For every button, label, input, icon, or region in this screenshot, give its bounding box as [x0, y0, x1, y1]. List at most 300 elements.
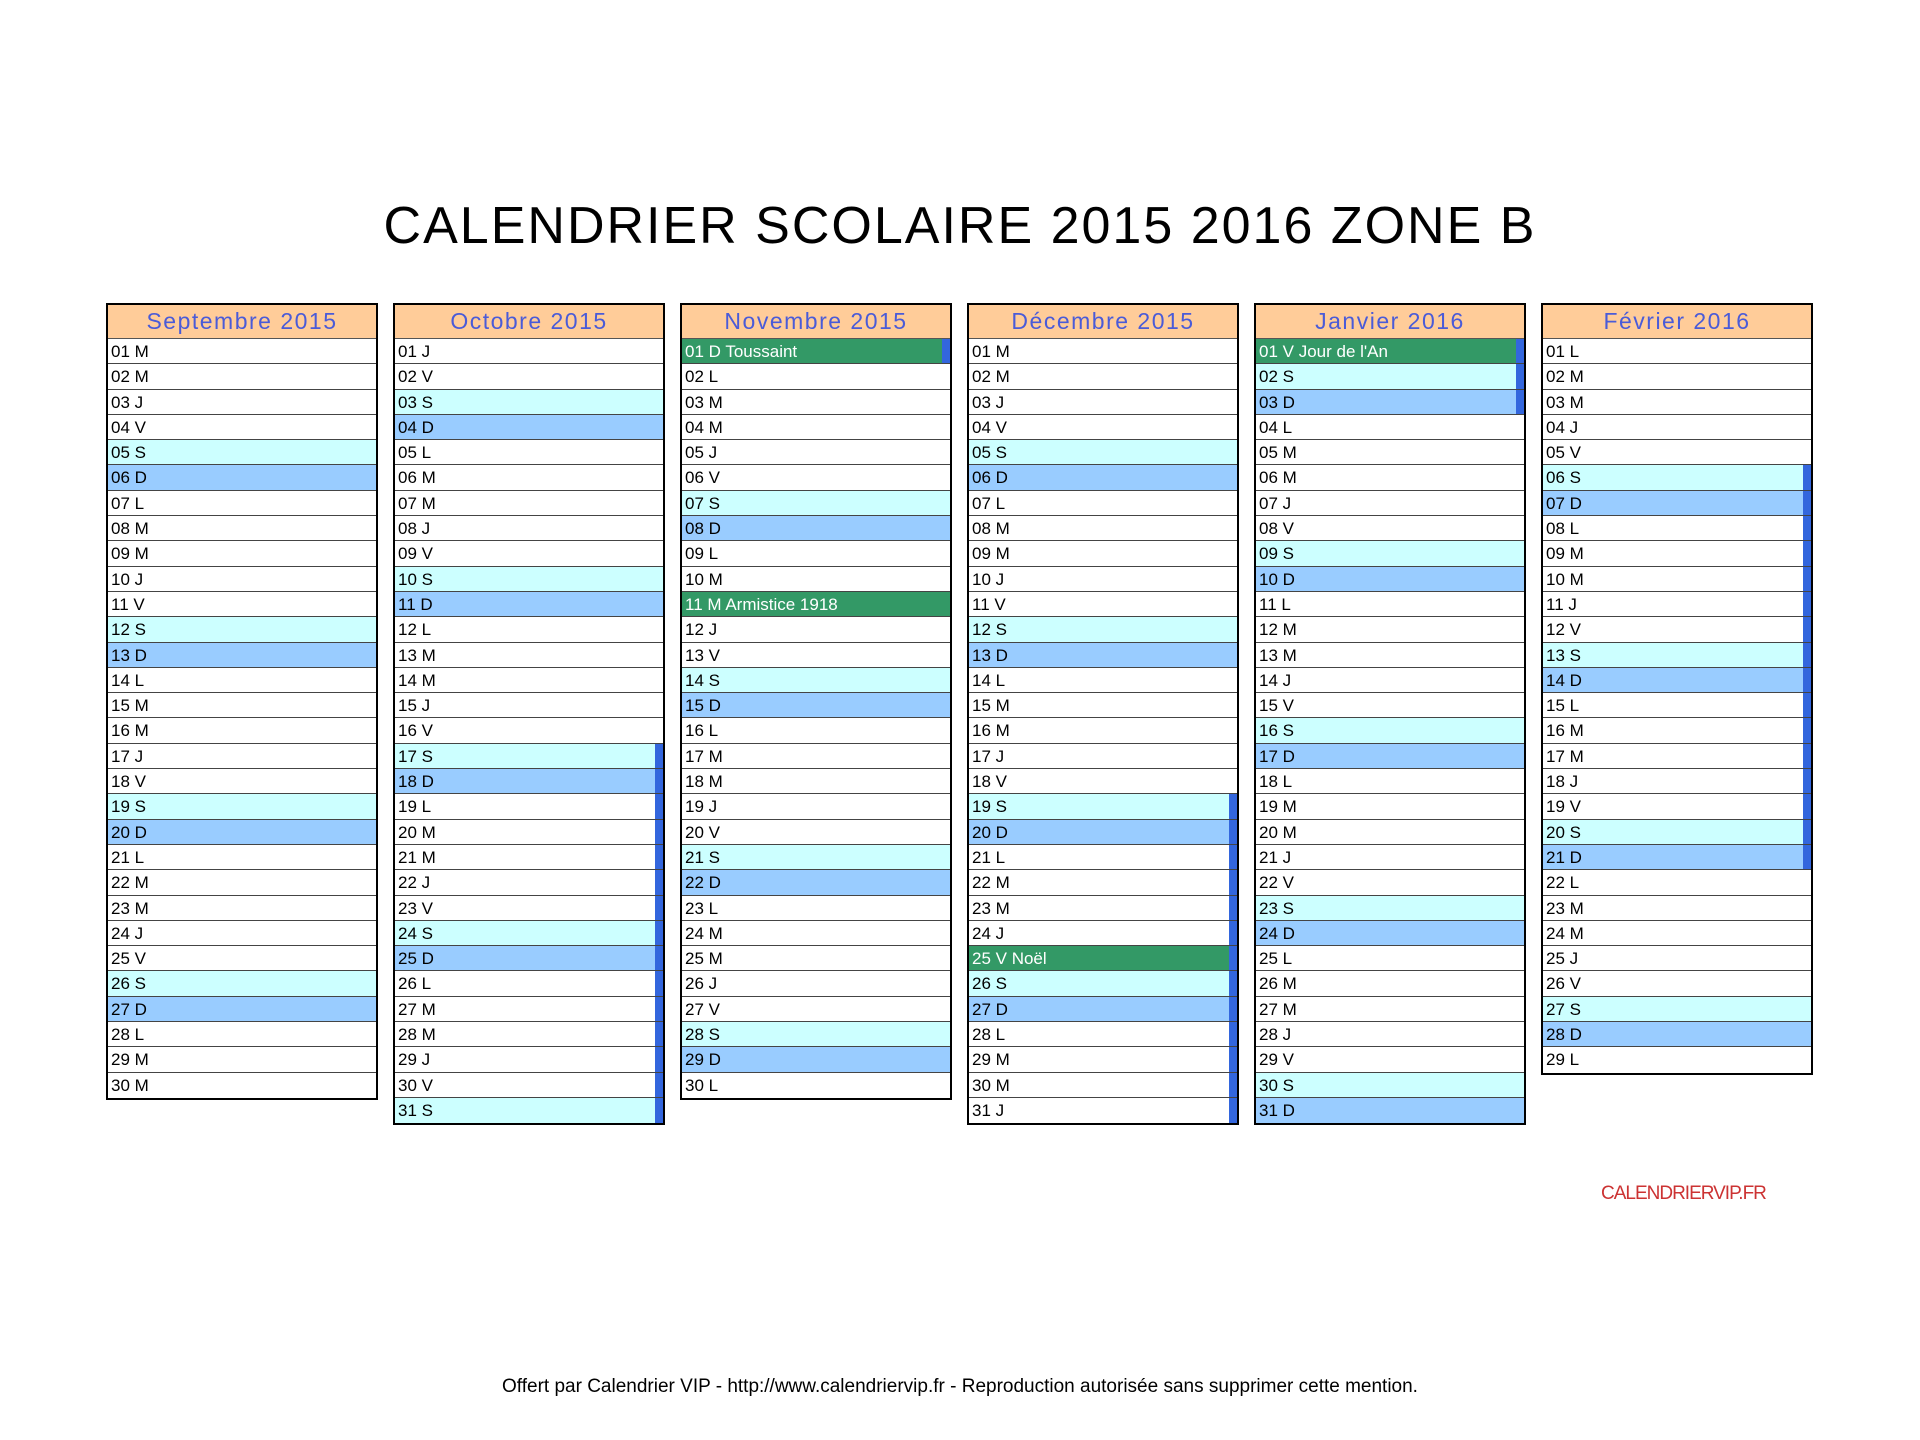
- day-row: [969, 339, 1237, 364]
- day-row: [1543, 718, 1811, 743]
- day-row: [395, 1098, 663, 1123]
- day-row: [108, 718, 376, 743]
- day-row: [682, 415, 950, 440]
- day-row: [1256, 921, 1524, 946]
- day-row: [682, 794, 950, 819]
- day-label: 21 L: [111, 847, 145, 867]
- day-label: 28 L: [972, 1025, 1006, 1045]
- holiday-row: [1256, 339, 1524, 364]
- day-label: 16 S: [1259, 721, 1294, 741]
- day-row: [108, 643, 376, 668]
- day-label: 12 S: [972, 620, 1007, 640]
- footer-mention: Offert par Calendrier VIP - http://www.calendriervip.fr - Reproduction autorisée sans supprimer cette mention.: [502, 1376, 1418, 1397]
- day-label: 05 S: [972, 443, 1007, 463]
- day-row: [1543, 921, 1811, 946]
- day-label: 17 J: [111, 746, 144, 766]
- day-row: [969, 516, 1237, 541]
- holiday-row: [682, 339, 950, 364]
- vacation-marker: [1229, 921, 1237, 945]
- day-label: 19 S: [111, 797, 146, 817]
- day-row: [1543, 1047, 1811, 1072]
- vacation-marker: [655, 845, 663, 869]
- day-row: [682, 516, 950, 541]
- month-header: Décembre 2015: [969, 305, 1237, 339]
- day-row: [969, 643, 1237, 668]
- day-row: [1256, 820, 1524, 845]
- day-row: [682, 997, 950, 1022]
- day-row: [395, 997, 663, 1022]
- vacation-marker: [655, 1073, 663, 1097]
- day-row: [682, 1047, 950, 1072]
- day-row: [1543, 668, 1811, 693]
- vacation-marker: [655, 870, 663, 894]
- day-row: [108, 440, 376, 465]
- day-row: [395, 339, 663, 364]
- day-label: 10 J: [972, 569, 1005, 589]
- day-row: [108, 668, 376, 693]
- day-label: 19 J: [685, 797, 718, 817]
- day-label: 22 J: [398, 873, 431, 893]
- day-row: [1256, 718, 1524, 743]
- day-row: [1543, 870, 1811, 895]
- day-row: [969, 541, 1237, 566]
- day-label: 13 M: [398, 645, 436, 665]
- day-label: 01 M: [111, 342, 149, 361]
- day-row: [108, 794, 376, 819]
- day-label: 09 M: [1546, 544, 1584, 564]
- day-label: 30 V: [398, 1075, 433, 1095]
- day-label: 01 D Toussaint: [685, 342, 798, 361]
- day-label: 19 M: [1259, 797, 1297, 817]
- day-row: [1543, 820, 1811, 845]
- day-label: 02 V: [398, 367, 433, 387]
- day-label: 22 D: [685, 873, 721, 893]
- vacation-marker: [1803, 668, 1811, 692]
- day-row: [682, 896, 950, 921]
- day-label: 10 D: [1259, 569, 1295, 589]
- vacation-marker: [655, 820, 663, 844]
- day-label: 18 M: [685, 772, 723, 792]
- day-label: 26 S: [111, 974, 146, 994]
- month-column: [680, 303, 952, 1100]
- day-row: [1543, 415, 1811, 440]
- day-label: 16 L: [685, 721, 719, 741]
- vacation-marker: [1229, 845, 1237, 869]
- day-row: [108, 339, 376, 364]
- day-label: 07 D: [1546, 493, 1582, 513]
- day-row: [682, 693, 950, 718]
- day-row: [108, 921, 376, 946]
- day-label: 05 M: [1259, 443, 1297, 463]
- day-row: [1256, 668, 1524, 693]
- vacation-marker: [655, 769, 663, 793]
- vacation-marker: [1229, 997, 1237, 1021]
- day-label: 01 L: [1546, 342, 1580, 361]
- day-label: 03 M: [1546, 392, 1584, 412]
- day-label: 19 V: [1546, 797, 1581, 817]
- day-row: [108, 769, 376, 794]
- day-label: 01 J: [398, 342, 431, 361]
- day-label: 30 M: [972, 1075, 1010, 1095]
- day-row: [395, 592, 663, 617]
- vacation-marker: [1229, 1022, 1237, 1046]
- day-label: 23 M: [972, 898, 1010, 918]
- month-header: Janvier 2016: [1256, 305, 1524, 339]
- day-row: [1543, 997, 1811, 1022]
- day-label: 02 L: [685, 367, 719, 387]
- day-label: 03 S: [398, 392, 433, 412]
- day-row: [395, 1047, 663, 1072]
- day-label: 21 D: [1546, 847, 1582, 867]
- day-label: 22 V: [1259, 873, 1294, 893]
- day-row: [395, 390, 663, 415]
- day-label: 08 M: [111, 519, 149, 539]
- day-row: [395, 693, 663, 718]
- day-row: [682, 643, 950, 668]
- day-label: 25 J: [1546, 949, 1579, 969]
- month-column: [393, 303, 665, 1125]
- day-row: [1543, 491, 1811, 516]
- day-row: [969, 845, 1237, 870]
- day-label: 25 L: [1259, 949, 1293, 969]
- day-label: 08 M: [972, 519, 1010, 539]
- day-label: 15 M: [972, 696, 1010, 716]
- day-row: [682, 491, 950, 516]
- day-label: 13 D: [972, 645, 1008, 665]
- vacation-marker: [1803, 592, 1811, 616]
- day-row: [395, 440, 663, 465]
- day-label: 08 L: [1546, 519, 1580, 539]
- day-label: 07 J: [1259, 493, 1292, 513]
- day-label: 03 J: [111, 392, 144, 412]
- day-row: [1256, 364, 1524, 389]
- day-row: [682, 744, 950, 769]
- day-label: 28 S: [685, 1025, 720, 1045]
- day-label: 16 M: [1546, 721, 1584, 741]
- day-row: [395, 541, 663, 566]
- day-row: [682, 541, 950, 566]
- day-row: [969, 465, 1237, 490]
- day-label: 27 M: [1259, 999, 1297, 1019]
- day-row: [1256, 794, 1524, 819]
- day-label: 14 D: [1546, 670, 1582, 690]
- page-title: CALENDRIER SCOLAIRE 2015 2016 ZONE B: [383, 197, 1537, 255]
- day-row: [969, 390, 1237, 415]
- day-label: 21 J: [1259, 847, 1292, 867]
- day-label: 21 M: [398, 847, 436, 867]
- day-row: [1256, 1073, 1524, 1098]
- month-column: [1254, 303, 1526, 1125]
- day-label: 02 S: [1259, 367, 1294, 387]
- vacation-marker: [1803, 643, 1811, 667]
- day-row: [969, 592, 1237, 617]
- day-label: 10 J: [111, 569, 144, 589]
- day-row: [1543, 1022, 1811, 1047]
- day-label: 12 L: [398, 620, 432, 640]
- vacation-marker: [655, 997, 663, 1021]
- day-label: 27 M: [398, 999, 436, 1019]
- day-label: 16 M: [972, 721, 1010, 741]
- day-label: 11 V: [111, 594, 145, 614]
- day-row: [1256, 997, 1524, 1022]
- day-row: [1256, 845, 1524, 870]
- day-row: [108, 567, 376, 592]
- day-row: [1256, 1022, 1524, 1047]
- day-label: 01 V Jour de l'An: [1259, 342, 1388, 361]
- day-row: [1543, 693, 1811, 718]
- day-label: 02 M: [972, 367, 1010, 387]
- day-row: [395, 617, 663, 642]
- vacation-marker: [655, 1047, 663, 1071]
- vacation-marker: [1229, 870, 1237, 894]
- day-label: 23 M: [111, 898, 149, 918]
- vacation-marker: [1803, 718, 1811, 742]
- day-label: 02 M: [1546, 367, 1584, 387]
- vacation-marker: [655, 946, 663, 970]
- day-label: 14 S: [685, 670, 720, 690]
- day-label: 29 M: [111, 1050, 149, 1070]
- day-label: 18 D: [398, 772, 434, 792]
- holiday-row: [969, 946, 1237, 971]
- month-header: Novembre 2015: [682, 305, 950, 339]
- day-label: 24 J: [972, 923, 1005, 943]
- day-label: 13 S: [1546, 645, 1581, 665]
- day-row: [108, 541, 376, 566]
- day-row: [108, 820, 376, 845]
- day-label: 17 S: [398, 746, 433, 766]
- day-label: 04 V: [972, 417, 1007, 437]
- day-label: 14 L: [111, 670, 145, 690]
- day-label: 26 J: [685, 974, 718, 994]
- day-label: 29 J: [398, 1050, 431, 1070]
- day-row: [682, 390, 950, 415]
- day-row: [108, 516, 376, 541]
- day-label: 06 D: [111, 468, 147, 488]
- day-row: [1543, 390, 1811, 415]
- day-label: 06 M: [1259, 468, 1297, 488]
- day-row: [108, 870, 376, 895]
- day-label: 08 D: [685, 519, 721, 539]
- vacation-marker: [1803, 693, 1811, 717]
- day-row: [969, 440, 1237, 465]
- day-label: 19 S: [972, 797, 1007, 817]
- day-label: 27 V: [685, 999, 720, 1019]
- day-label: 19 L: [398, 797, 432, 817]
- day-row: [969, 744, 1237, 769]
- day-row: [1543, 339, 1811, 364]
- day-label: 30 M: [111, 1075, 149, 1095]
- day-row: [108, 1047, 376, 1072]
- day-row: [395, 820, 663, 845]
- day-row: [1256, 516, 1524, 541]
- day-row: [108, 465, 376, 490]
- day-row: [1256, 769, 1524, 794]
- day-label: 24 J: [111, 923, 144, 943]
- day-row: [108, 415, 376, 440]
- day-label: 24 M: [685, 923, 723, 943]
- day-label: 12 V: [1546, 620, 1581, 640]
- day-label: 17 M: [685, 746, 723, 766]
- vacation-marker: [1803, 465, 1811, 489]
- vacation-marker: [1516, 390, 1524, 414]
- day-label: 24 D: [1259, 923, 1295, 943]
- day-row: [1543, 541, 1811, 566]
- day-label: 25 V: [111, 949, 146, 969]
- day-row: [395, 415, 663, 440]
- day-label: 23 M: [1546, 898, 1584, 918]
- day-row: [1543, 465, 1811, 490]
- day-row: [1256, 643, 1524, 668]
- day-row: [1256, 971, 1524, 996]
- day-label: 31 S: [398, 1100, 433, 1120]
- vacation-marker: [655, 1022, 663, 1046]
- day-row: [395, 567, 663, 592]
- day-label: 28 L: [111, 1025, 145, 1045]
- day-label: 17 D: [1259, 746, 1295, 766]
- day-label: 10 M: [685, 569, 723, 589]
- vacation-marker: [1803, 567, 1811, 591]
- day-label: 20 D: [111, 822, 147, 842]
- vacation-marker: [1516, 339, 1524, 363]
- day-row: [969, 693, 1237, 718]
- day-row: [969, 921, 1237, 946]
- day-label: 12 S: [111, 620, 146, 640]
- day-label: 22 L: [1546, 873, 1580, 893]
- day-label: 14 M: [398, 670, 436, 690]
- day-row: [1256, 693, 1524, 718]
- day-label: 26 V: [1546, 974, 1581, 994]
- day-row: [682, 567, 950, 592]
- day-row: [395, 718, 663, 743]
- day-label: 27 S: [1546, 999, 1581, 1019]
- day-row: [108, 1022, 376, 1047]
- day-label: 29 D: [685, 1050, 721, 1070]
- day-row: [682, 364, 950, 389]
- day-label: 22 M: [972, 873, 1010, 893]
- day-label: 09 S: [1259, 544, 1294, 564]
- day-label: 04 L: [1259, 417, 1293, 437]
- day-label: 07 L: [111, 493, 145, 513]
- vacation-marker: [1229, 946, 1237, 970]
- day-row: [395, 794, 663, 819]
- day-row: [395, 516, 663, 541]
- day-label: 14 J: [1259, 670, 1292, 690]
- day-label: 05 J: [685, 443, 718, 463]
- day-row: [108, 390, 376, 415]
- day-label: 11 L: [1259, 594, 1291, 614]
- day-label: 26 S: [972, 974, 1007, 994]
- day-row: [1256, 415, 1524, 440]
- day-label: 29 L: [1546, 1050, 1580, 1070]
- day-row: [108, 592, 376, 617]
- month-header: Février 2016: [1543, 305, 1811, 339]
- day-row: [682, 1022, 950, 1047]
- vacation-marker: [1803, 794, 1811, 818]
- day-label: 21 S: [685, 847, 720, 867]
- day-label: 28 J: [1259, 1025, 1292, 1045]
- day-row: [1543, 744, 1811, 769]
- day-row: [682, 465, 950, 490]
- day-row: [1543, 643, 1811, 668]
- day-label: 07 S: [685, 493, 720, 513]
- day-label: 05 L: [398, 443, 432, 463]
- day-label: 25 M: [685, 949, 723, 969]
- day-label: 16 M: [111, 721, 149, 741]
- day-row: [108, 845, 376, 870]
- day-label: 26 L: [398, 974, 432, 994]
- day-label: 02 M: [111, 367, 149, 387]
- day-label: 11 D: [398, 594, 433, 614]
- day-label: 06 D: [972, 468, 1008, 488]
- day-row: [969, 1098, 1237, 1123]
- day-label: 28 M: [398, 1025, 436, 1045]
- day-label: 04 V: [111, 417, 146, 437]
- day-label: 13 V: [685, 645, 720, 665]
- vacation-marker: [1803, 491, 1811, 515]
- day-row: [1543, 440, 1811, 465]
- day-label: 20 M: [1259, 822, 1297, 842]
- day-row: [108, 1073, 376, 1098]
- day-row: [395, 845, 663, 870]
- day-row: [1543, 516, 1811, 541]
- day-label: 13 M: [1259, 645, 1297, 665]
- day-label: 06 M: [398, 468, 436, 488]
- day-label: 04 M: [685, 417, 723, 437]
- day-row: [969, 1073, 1237, 1098]
- vacation-marker: [1803, 769, 1811, 793]
- day-row: [395, 744, 663, 769]
- day-label: 27 D: [111, 999, 147, 1019]
- day-row: [969, 769, 1237, 794]
- day-row: [1543, 364, 1811, 389]
- day-row: [969, 617, 1237, 642]
- month-header: Octobre 2015: [395, 305, 663, 339]
- day-row: [682, 820, 950, 845]
- day-label: 10 S: [398, 569, 433, 589]
- day-row: [395, 364, 663, 389]
- day-row: [395, 971, 663, 996]
- day-row: [108, 744, 376, 769]
- vacation-marker: [942, 339, 950, 363]
- day-label: 18 J: [1546, 772, 1579, 792]
- day-row: [682, 769, 950, 794]
- day-label: 21 L: [972, 847, 1006, 867]
- day-label: 18 V: [111, 772, 146, 792]
- vacation-marker: [1803, 541, 1811, 565]
- day-row: [1543, 592, 1811, 617]
- day-row: [395, 870, 663, 895]
- day-row: [1256, 744, 1524, 769]
- day-row: [1256, 567, 1524, 592]
- day-label: 13 D: [111, 645, 147, 665]
- day-label: 29 V: [1259, 1050, 1294, 1070]
- month-column: [106, 303, 378, 1100]
- day-label: 25 V Noël: [972, 949, 1047, 969]
- day-row: [969, 870, 1237, 895]
- day-row: [395, 946, 663, 971]
- day-row: [1256, 541, 1524, 566]
- day-row: [395, 896, 663, 921]
- day-row: [108, 617, 376, 642]
- day-label: 15 D: [685, 696, 721, 716]
- day-label: 10 M: [1546, 569, 1584, 589]
- day-row: [969, 997, 1237, 1022]
- day-label: 23 S: [1259, 898, 1294, 918]
- day-label: 20 V: [685, 822, 720, 842]
- day-label: 24 S: [398, 923, 433, 943]
- day-label: 11 J: [1546, 594, 1577, 614]
- day-label: 25 D: [398, 949, 434, 969]
